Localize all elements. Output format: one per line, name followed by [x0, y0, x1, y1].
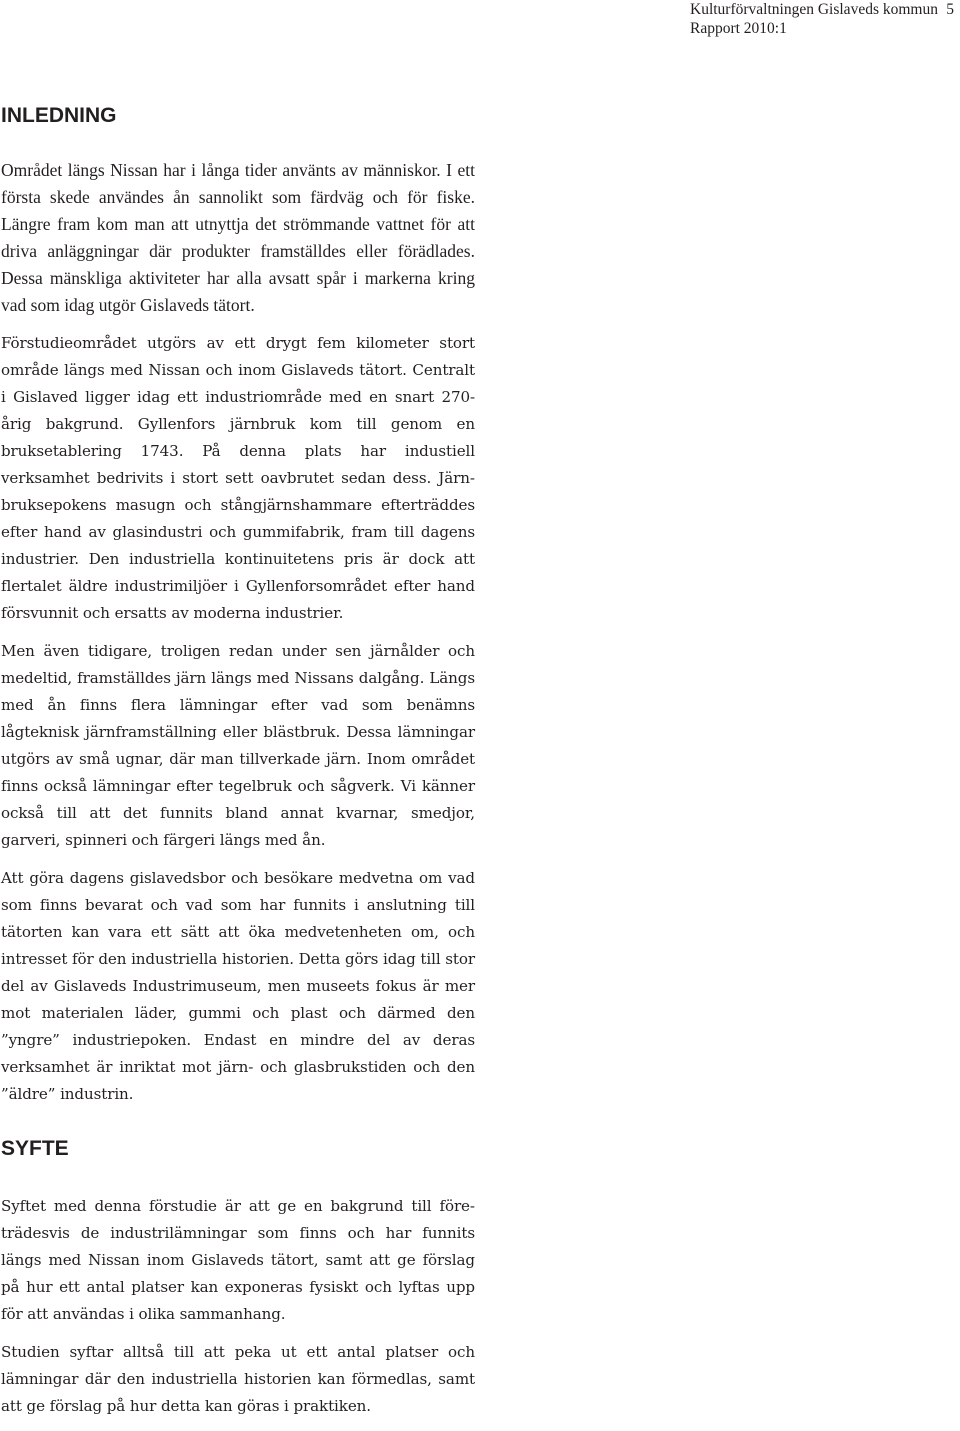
running-header [690, 0, 954, 38]
paragraph: Förstudieområdet utgörs av ett drygt fem kilometer stort område längs med Nissan och inom Gislaveds tätort. Centralt i Gislaved ligger idag ett industriområde med en snart 270-årig bakgrund. Gyllenfors järnbruk kom till genom en bruksetablering 1743. På denna plats har industiell verksamhet bedrivits i stort sett oavbrutet sedan dess. Järnbruksepokens masugn och stångjärnshammare efterträddes efter hand av glasindustri och gummifabrik, fram till dagens industrier. Den industriella kontinuitetens pris är dock att flertalet äldre industrimiljöer i Gyllenforsområdet efter hand försvunnit och ersatts av moderna industrier. [1, 334, 475, 622]
page-number: 5 [946, 1, 954, 18]
header-report: Rapport 2010:1 [690, 20, 787, 37]
section-heading-inledning: INLEDNING [1, 104, 117, 127]
paragraph: Att göra dagens gislavedsbor och besökare medvetna om vad som finns bevarat och vad som har funnits i anslutning till tätorten kan vara ett sätt att öka medvetenheten om, och intresset för den industriella historien. Detta görs idag till stor del av Gislaveds Industrimuseum, men museets fokus är mer mot materialen läder, gummi och plast och därmed den ”yngre” industriepoken. Endast en mindre del av deras verksamhet är inriktat mot järn- och glasbrukstiden och den ”äldre” industrin. [1, 869, 475, 1103]
header-organization: Kulturförvaltningen Gislaveds kommun [690, 1, 938, 18]
paragraph: Men även tidigare, troligen redan under sen järnålder och medeltid, framställdes järn längs med Nissans dalgång. Längs med ån finns flera lämningar efter vad som benämns lågteknisk järnframställning eller blästbruk. Dessa lämningar utgörs av små ugnar, där man tillverkade järn. Inom området finns också lämningar efter tegelbruk och sågverk. Vi känner också till att det funnits bland annat kvarnar, smedjor, garveri, spinneri och färgeri längs med ån. [1, 642, 475, 849]
section-heading-syfte: SYFTE [1, 1137, 69, 1160]
page-content [1, 103, 475, 1431]
paragraph: Syftet med denna förstudie är att ge en bakgrund till företrädesvis de industrilämningar som finns och har funnits längs med Nissan inom Gislaveds tätort, samt att ge förslag på hur ett antal platser kan exponeras fysiskt och lyftas upp för att användas i olika sammanhang. [1, 1197, 475, 1323]
paragraph: Området längs Nissan har i långa tider använts av människor. I ett första skede användes ån sannolikt som färdväg och för fiske. Längre fram kom man att utnyttja det strömmande vattnet för att driva anläggningar där produkter framställdes eller förädlades. Dessa mänskliga aktiviteter har alla avsatt spår i markerna kring vad som idag utgör Gislaveds tätort. [1, 160, 475, 315]
paragraph: Studien syftar alltså till att peka ut ett antal platser och lämningar där den industriella historien kan förmedlas, samt att ge förslag på hur detta kan göras i praktiken. [1, 1343, 475, 1415]
